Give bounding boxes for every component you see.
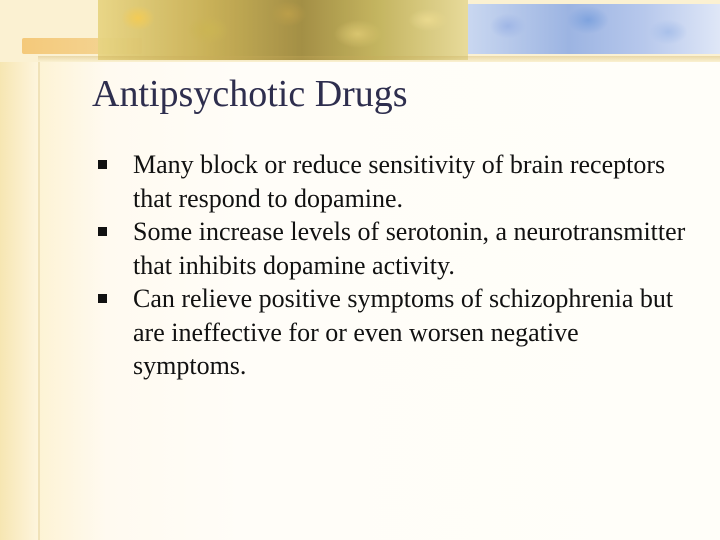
- square-bullet-icon: [98, 160, 107, 169]
- bullet-item: [98, 148, 698, 215]
- bullet-list: [98, 148, 698, 383]
- flower-image-blue: [468, 4, 720, 54]
- bullet-item: [98, 215, 698, 282]
- bullet-text: Many block or reduce sensitivity of brain receptors that respond to dopamine.: [133, 150, 666, 213]
- bullet-text: Can relieve positive symptoms of schizophrenia but are ineffective for or even worsen negative symptoms.: [133, 284, 674, 380]
- left-decorative-strip: [0, 0, 38, 540]
- flower-image-yellow: [98, 0, 468, 60]
- square-bullet-icon: [98, 294, 107, 303]
- bullet-item: [98, 282, 698, 383]
- square-bullet-icon: [98, 227, 107, 236]
- bullet-text: Some increase levels of serotonin, a neurotransmitter that inhibits dopamine activity.: [133, 217, 686, 280]
- top-banner: [0, 0, 720, 62]
- slide-title: Antipsychotic Drugs: [92, 73, 408, 115]
- panel-edge-divider: [38, 62, 40, 540]
- banner-shadow: [38, 56, 720, 62]
